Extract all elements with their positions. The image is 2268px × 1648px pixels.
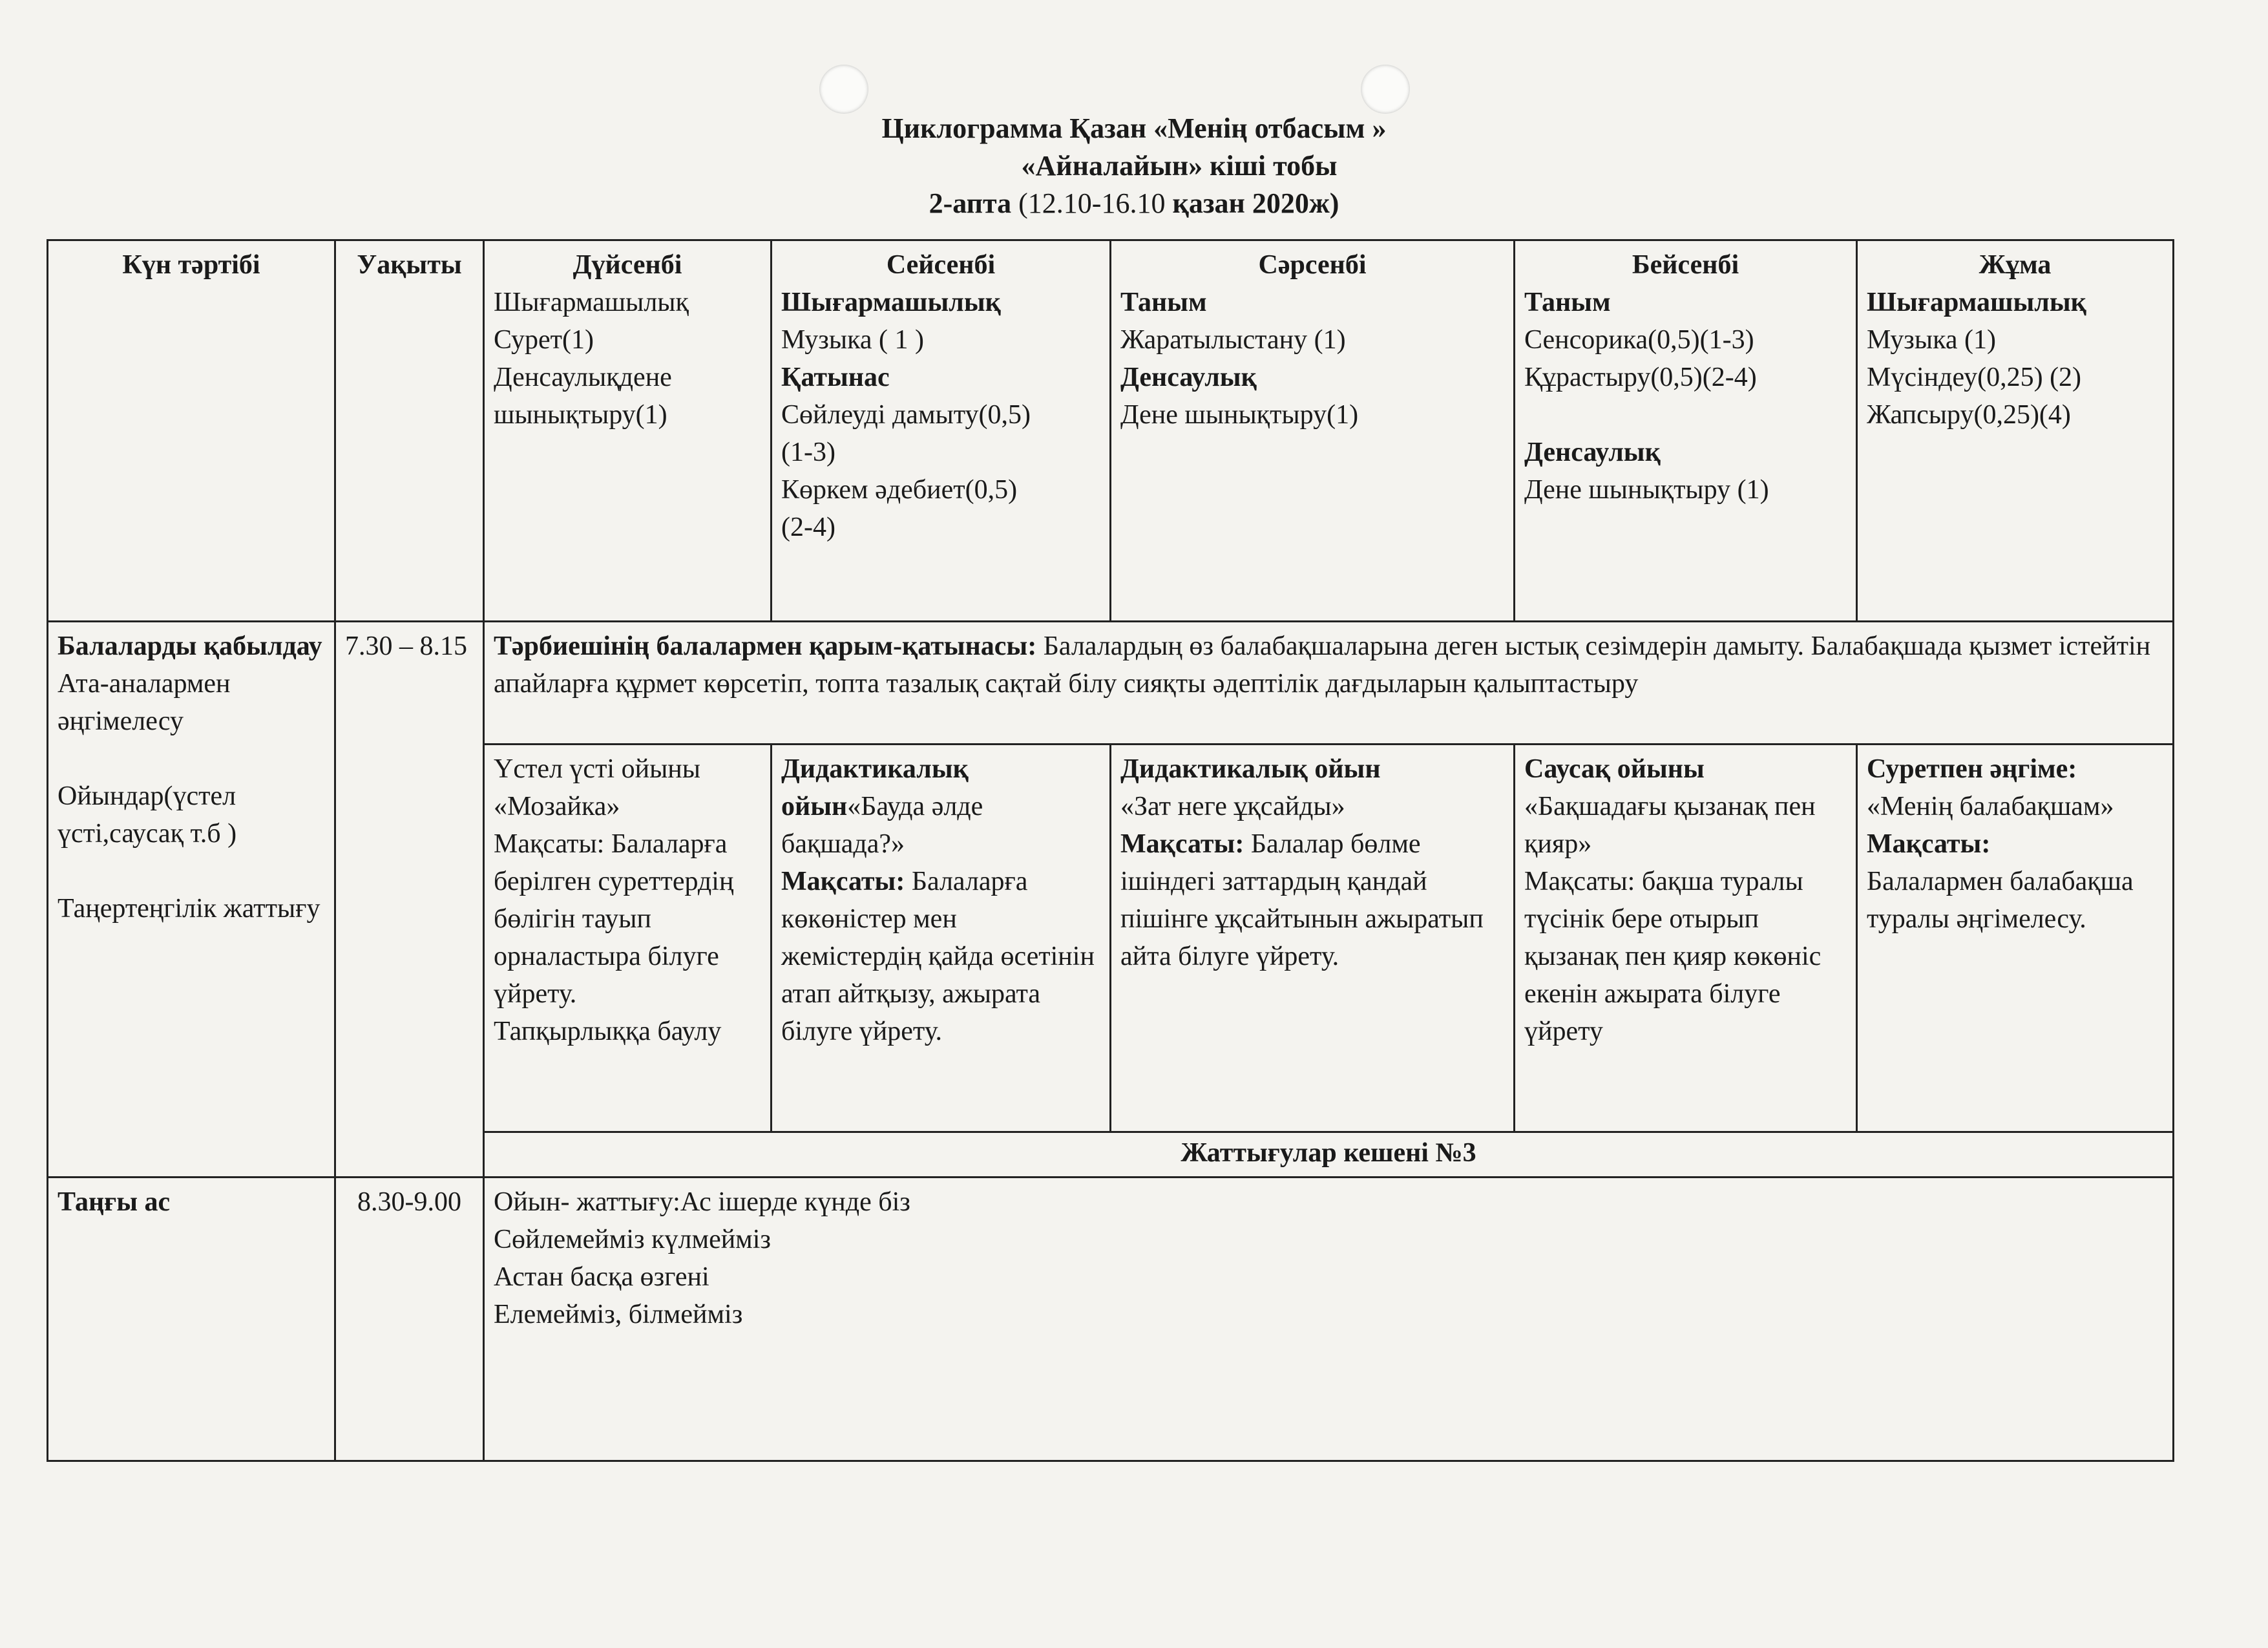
title-line-2: «Айналайын» кіші тобы [1021,150,1338,182]
area-name: Шығармашылық [1867,288,2086,317]
breakfast-title: Таңғы ас [48,1178,335,1461]
reception-line: Таңертеңгілік жаттығу [58,894,320,924]
game-title: «Зат неге ұқсайды» [1120,792,1345,821]
subject-line: Мүсіндеу(0,25) (2) [1867,363,2082,392]
reception-comm-row [48,622,2174,745]
game-type: Суретпен әңгіме: [1867,754,2077,784]
goal-text: Балалармен балабақша туралы әңгімелесу. [1867,867,2134,934]
game-type: Дидактикалық ойын [781,754,969,821]
game-title: «Бақшадағы қызанақ пен қияр» [1524,792,1816,859]
title-line-3 [0,185,2268,222]
day-name: Дүйсенбі [572,250,682,280]
subject-line: Музыка ( 1 ) [781,325,924,355]
reception-line: Ойындар(үстел үсті,саусақ т.б ) [58,781,237,849]
goal-label: Мақсаты: [1120,829,1244,859]
area-name: Қатынас [781,363,890,392]
exercise-complex: Жаттығулар кешені №3 [484,1132,2174,1178]
subject-line: Жапсыру(0,25)(4) [1867,400,2071,430]
punch-hole [819,65,868,114]
game-tuesday [772,745,1111,1132]
game-line: «Мозайка» [494,792,620,821]
area-name: Таным [1120,288,1207,317]
date-range-end: қазан 2020ж) [1172,187,1339,219]
document-header [0,110,2268,222]
col-header-time: Уақыты [335,240,484,622]
subject-line: Музыка (1) [1867,325,1996,355]
spacer [58,852,325,890]
col-header-friday [1857,240,2174,622]
breakfast-content [484,1178,2174,1461]
header-row [48,240,2174,622]
subject-line: Құрастыру(0,5)(2-4) [1524,363,1757,392]
game-title: «Бауда әлде бақшада?» [781,792,983,859]
day-name: Жұма [1979,250,2052,280]
area-name: Денсаулық [1120,363,1257,392]
date-range: (12.10-16.10 [1018,187,1166,219]
col-header-monday [484,240,772,622]
goal-label: Мақсаты: [1867,829,1991,859]
game-type: Саусақ ойыны [1524,754,1705,784]
breakfast-line: Сөйлемейміз күлмейміз [494,1225,772,1254]
breakfast-line: Астан басқа өзгені [494,1262,709,1292]
game-type: Дидактикалық ойын [1120,754,1381,784]
reception-line: Ата-аналармен әңгімелесу [58,669,231,736]
title-line-1: Циклограмма Қазан «Менің отбасым » [881,112,1387,144]
subject-line: (2-4) [781,512,835,542]
subject-line: Сөйлеуді дамыту(0,5) [781,400,1031,430]
subject-line: Дене шынықтыру(1) [1120,400,1359,430]
spacer [1524,396,1847,434]
breakfast-row [48,1178,2174,1461]
goal-text: Балалар бөлме ішіндегі заттардың қандай пішінге ұқсайтынын ажыратып айта білуге үйрету. [1120,829,1484,971]
col-header-tuesday [772,240,1111,622]
subject-line: шынықтыру(1) [494,400,667,430]
breakfast-line: Ойын- жаттығу:Ас ішерде күнде біз [494,1187,910,1217]
game-wednesday [1111,745,1515,1132]
subject-line: Денсаулықдене [494,363,672,392]
reception-label-cell [48,622,335,1178]
area-name: Шығармашылық [781,288,1001,317]
game-line: Үстел үсті ойыны [494,754,700,784]
day-name: Сәрсенбі [1258,250,1367,280]
schedule-table [47,239,2174,1462]
spacer [58,740,325,777]
reception-title: Балаларды қабылдау [58,631,322,661]
game-line: Тапқырлыққа баулу [494,1017,722,1046]
game-monday [484,745,772,1132]
subject-line: Сурет(1) [494,325,594,355]
subject-line: Шығармашылық [494,288,689,317]
game-friday [1857,745,2174,1132]
area-name: Денсаулық [1524,438,1661,467]
col-header-wednesday [1111,240,1515,622]
subject-line: Жаратылыстану (1) [1120,325,1346,355]
col-header-thursday [1515,240,1857,622]
communication-text: Балалардың өз балабақшаларына деген ыстық сезімдерін дамыту. Балабақшада қызмет істейтін апайларға құрмет көрсетіп, топта тазалық сақтай білу сияқты әдептілік дағдыларын қалыптастыру [494,631,2151,699]
punch-hole [1361,65,1410,114]
game-title: «Менің балабақшам» [1867,792,2114,821]
goal-text: Мақсаты: бақша туралы түсінік бере отырып қызанақ пен қияр көкөніс екенін ажырата білуге үйрету [1524,867,1822,1046]
subject-line: (1-3) [781,438,835,467]
subject-line: Сенсорика(0,5)(1-3) [1524,325,1754,355]
goal-label: Мақсаты: [781,867,905,896]
subject-line: Көркем әдебиет(0,5) [781,475,1018,505]
area-name: Таным [1524,288,1611,317]
day-name: Бейсенбі [1632,250,1739,280]
week-label: 2-апта [929,187,1012,219]
communication-label: Тәрбиешінің балалармен қарым-қатынасы: [494,631,1037,661]
subject-line: Дене шынықтыру (1) [1524,475,1769,505]
teacher-communication [484,622,2174,745]
goal-text: Балаларға көкөністер мен жемістердің қайда өсетінін атап айтқызу, ажырата білуге үйрету. [781,867,1095,1046]
col-header-regime: Күн тәртібі [48,240,335,622]
reception-time: 7.30 – 8.15 [335,622,484,1178]
breakfast-line: Елемейміз, білмейміз [494,1300,743,1329]
game-thursday [1515,745,1857,1132]
breakfast-time: 8.30-9.00 [335,1178,484,1461]
game-line: Мақсаты: Балаларға берілген суреттердің бөлігін тауып орналастыра білуге үйрету. [494,829,734,1009]
day-name: Сейсенбі [886,250,996,280]
